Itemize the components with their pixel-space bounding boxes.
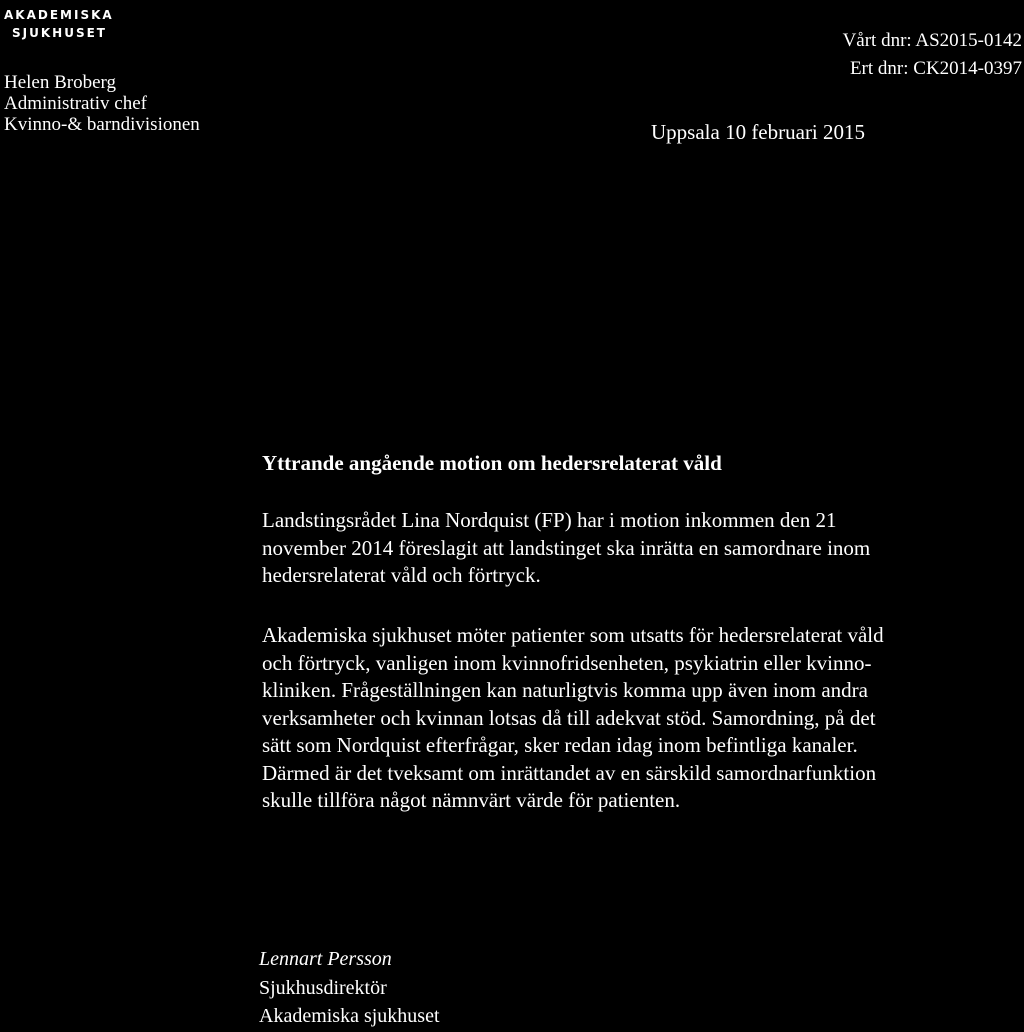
sender-name: Helen Broberg [4,72,117,93]
letter-heading: Yttrande angående motion om hedersrelaterat våld [262,451,722,475]
your-reference: Ert dnr: CK2014-0397 [849,58,1022,79]
paragraph-line: Akademiska sjukhuset möter patienter som utsatts för hedersrelaterat våld [262,623,884,647]
sender-title: Administrativ chef [4,93,147,114]
hospital-logo [4,6,114,42]
signatory-organization: Akademiska sjukhuset [259,1005,440,1027]
paragraph-line: november 2014 föreslagit att landstinget ska inrätta en samordnare inom [262,535,871,560]
our-reference: Vårt dnr: AS2015-0142 [842,30,1022,51]
paragraph-line: sätt som Nordquist efterfrågar, sker redan idag inom befintliga kanaler. [262,733,858,757]
place-date: Uppsala 10 februari 2015 [651,120,866,144]
logo-line-2: SJUKHUSET [12,26,107,40]
sender-division: Kvinno-& barndivisionen [4,114,200,135]
signature-block [259,945,440,1031]
paragraph-line: verksamheter och kvinnan lotsas då till adekvat stöd. Samordning, på det [262,705,876,730]
signatory-title: Sjukhusdirektör [259,976,387,999]
sender-block [4,72,200,135]
signatory-name: Lennart Persson [259,948,392,970]
paragraph-line: och förtryck, vanligen inom kvinnofridsenheten, psykiatrin eller kvinno- [262,650,872,675]
paragraph-line: Landstingsrådet Lina Nordquist (FP) har i motion inkommen den 21 [262,508,837,532]
paragraph-line: kliniken. Frågeställningen kan naturligtvis komma upp även inom andra [262,678,868,702]
paragraph-line: hedersrelaterat våld och förtryck. [262,563,541,587]
paragraph-line: Därmed är det tveksamt om inrättandet av en särskild samordnarfunktion [262,760,877,785]
reference-numbers [843,27,1022,83]
paragraph-1 [262,507,1014,590]
logo-line-1: AKADEMISKA [4,8,114,22]
paragraph-2 [262,622,1014,815]
paragraph-line: skulle tillföra något nämnvärt värde för patienten. [262,788,681,812]
